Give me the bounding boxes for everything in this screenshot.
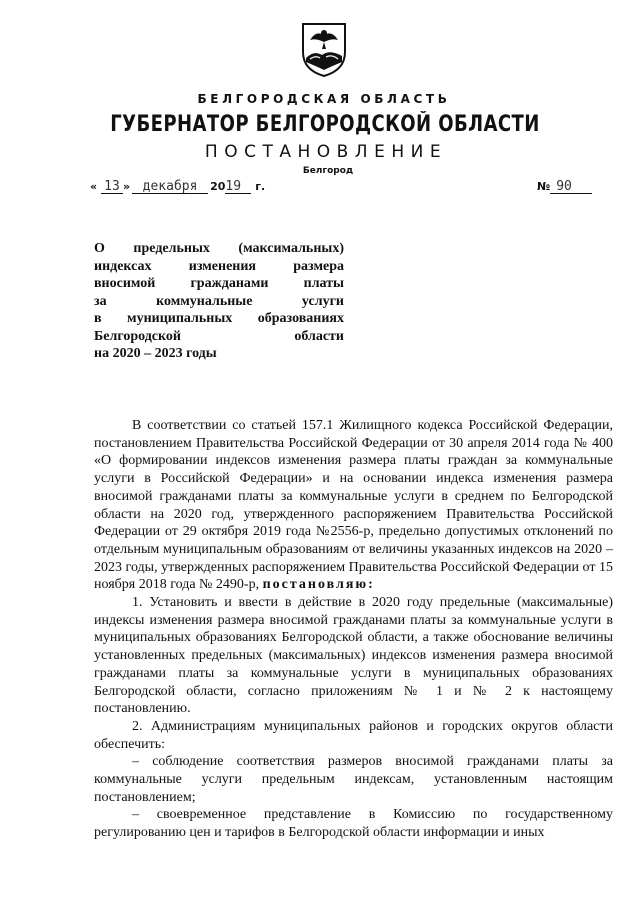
subject-line: О предельных (максимальных): [94, 241, 344, 256]
city-label: Белгород: [302, 166, 354, 176]
subject-line: на 2020 – 2023 годы: [94, 346, 217, 361]
date-day: 13: [101, 181, 123, 194]
paragraph-item-2: 2. Администрациям муниципальных районов и городских округов области обеспечить:: [94, 718, 613, 752]
document-subject: [94, 240, 344, 363]
number-value: 90: [550, 181, 592, 194]
resolve-keyword: постановляю:: [262, 577, 375, 593]
preamble-text: В соответствии со статьей 157.1 Жилищного кодекса Российской Федерации, постановлением Правительства Российской Федерации от 30 апреля 2014 года № 400 «О формировании индексов изменения размера платы граждан за коммунальные услуги в Российской Федерации» и на основании индекса изменения размера вносимой гражданами платы за коммунальные услуги в среднем по Белгородской области на 2020 год, утвержденного распоряжением Правительства Российской Федерации от 29 октября 2019 года №2556-р, предельно допустимых отклонений по отдельным муниципальным образованиям от величины указанных индексов на 2020 – 2023 годы, утвержденных распоряжением Правительства Российской Федерации от 15 ноября 2018 года № 2490-р,: [94, 418, 613, 593]
subject-line: Белгородской области: [94, 328, 344, 344]
open-quote: «: [90, 180, 98, 193]
paragraph-dash-1: – соблюдение соответствия размеров вносимой гражданами платы за коммунальные услуги предельным индексам, установленным настоящим постановлением;: [94, 754, 613, 805]
number-label: №: [537, 180, 551, 193]
subject-line: вносимой гражданами платы: [94, 276, 344, 291]
governor-heading: ГУБЕРНАТОР БЕЛГОРОДСКОЙ ОБЛАСТИ: [110, 112, 540, 137]
date-year-suffix: 19: [225, 181, 251, 194]
document-body: [94, 417, 613, 842]
date-month: декабря: [132, 181, 208, 194]
date-year-mark: г.: [255, 180, 266, 193]
paragraph-preamble: [94, 417, 613, 594]
belgorod-coat-of-arms-icon: [300, 22, 348, 78]
subject-line: в муниципальных образованиях: [94, 311, 344, 326]
region-heading: БЕЛГОРОДСКАЯ ОБЛАСТЬ: [197, 92, 451, 106]
date-year-prefix: 20: [210, 180, 226, 193]
document-number: [537, 180, 592, 194]
paragraph-item-1: 1. Установить и ввести в действие в 2020 году предельные (максимальные) индексы изменения размера вносимой гражданами платы за коммунальные услуги в муниципальных образованиях Белгородской области, а также обоснование величины установленных предельных (максимальных) индексов изменения размера вносимой гражданами платы за коммунальные услуги в муниципальных образованиях Белгородской области, согласно приложениям № 1 и № 2 к настоящему постановлению.: [94, 595, 613, 717]
document-type-heading: ПОСТАНОВЛЕНИЕ: [204, 142, 448, 162]
subject-line: за коммунальные услуги: [94, 293, 344, 309]
close-quote: »: [122, 180, 131, 193]
subject-line: индексах изменения размера: [94, 258, 344, 274]
paragraph-dash-2: – своевременное представление в Комиссию по государственному регулированию цен и тарифов в Белгородской области информации и иных: [94, 807, 613, 841]
document-date: [90, 180, 265, 194]
